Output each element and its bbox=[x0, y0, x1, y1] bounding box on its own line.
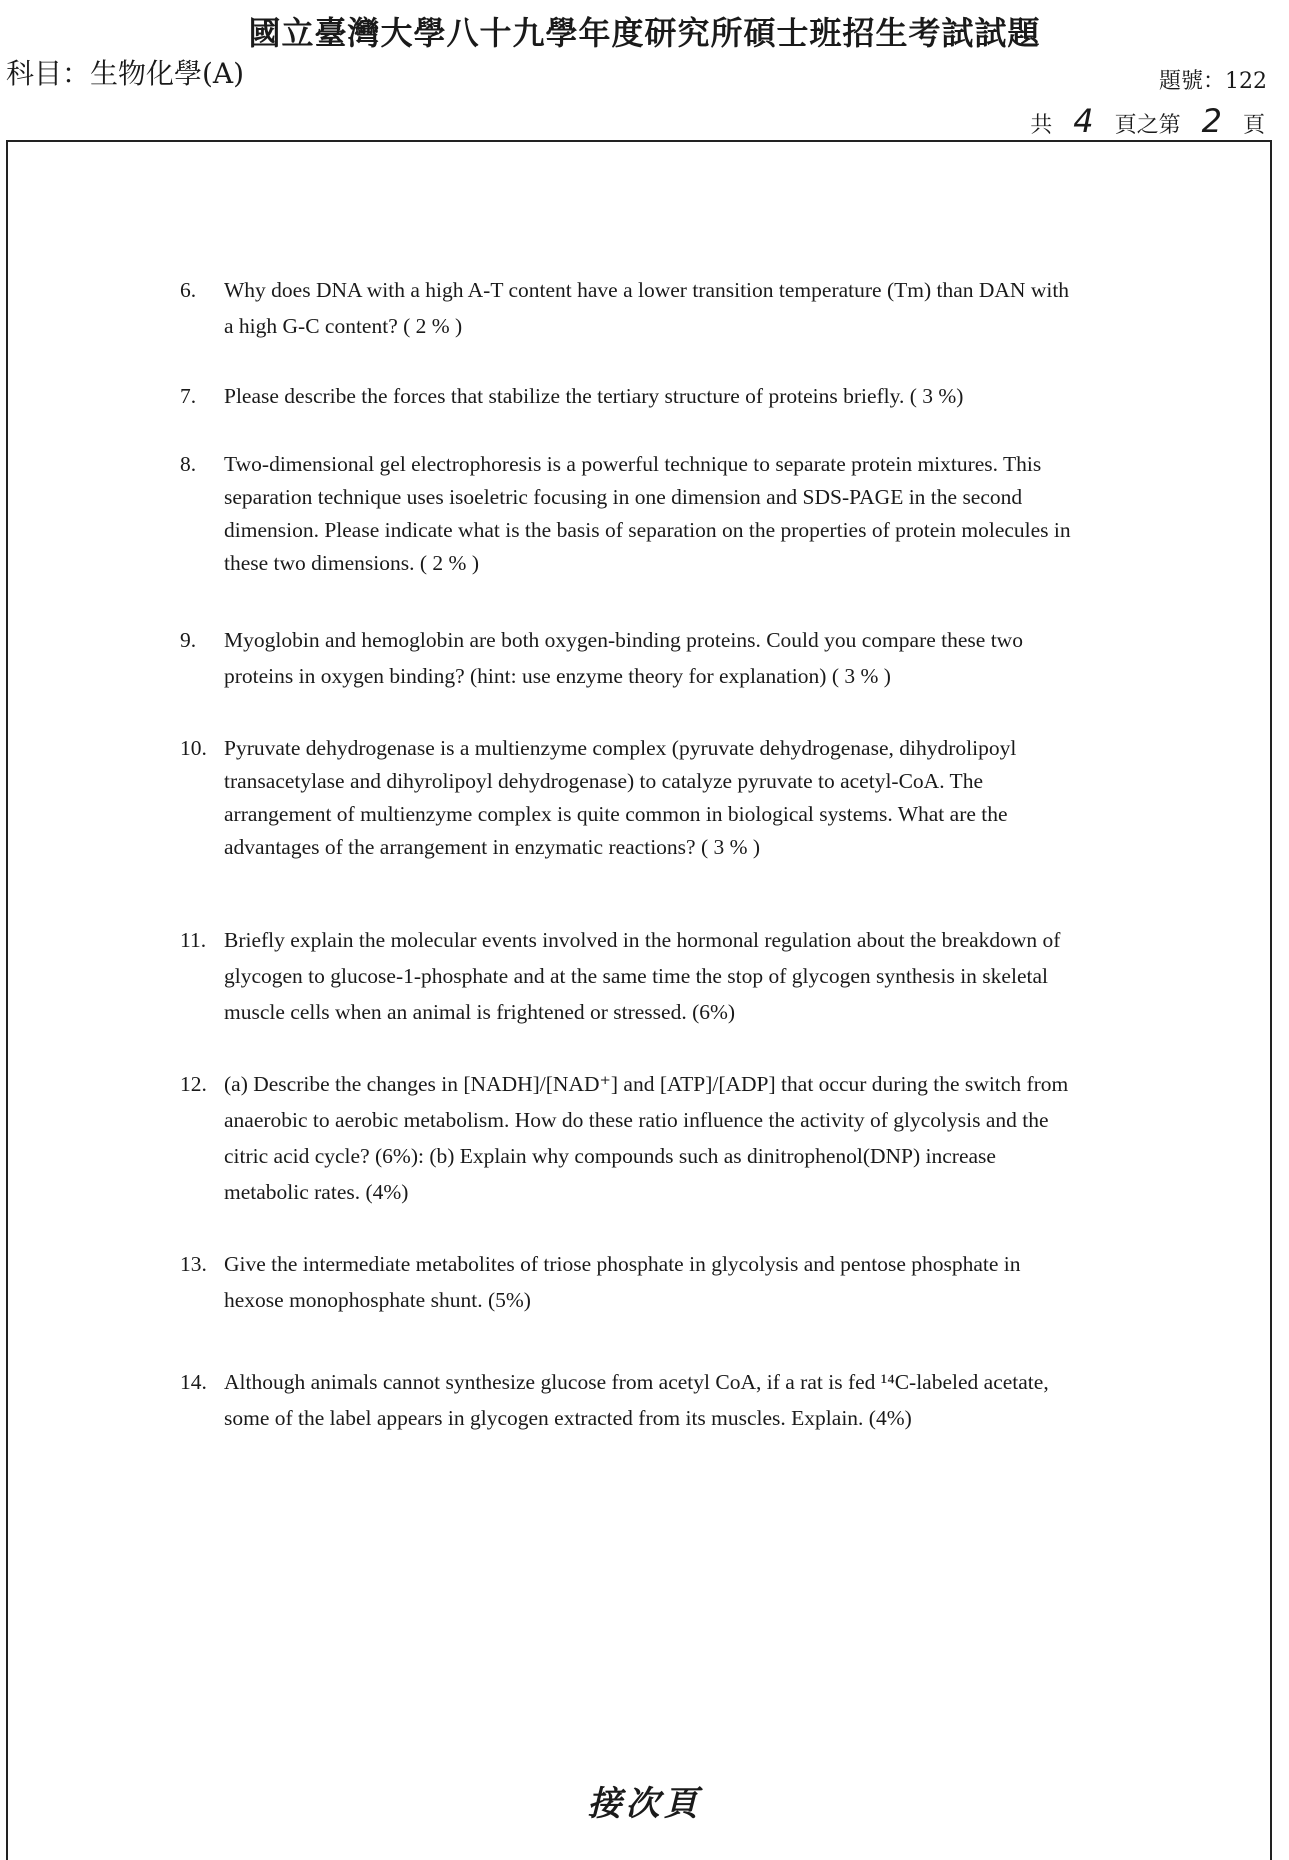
question-item bbox=[180, 272, 1080, 344]
question-item bbox=[180, 448, 1080, 580]
question-list bbox=[180, 272, 1080, 1436]
question-number: 12. bbox=[180, 1072, 207, 1096]
page-suffix: 頁 bbox=[1242, 113, 1265, 138]
page-middle: 頁之第 bbox=[1114, 113, 1181, 138]
question-item bbox=[180, 732, 1080, 864]
question-text: Myoglobin and hemoglobin are both oxygen-binding proteins. Could you compare these two proteins in oxygen binding? (hint: use enzyme theory for explanation) ( 3 % ) bbox=[224, 628, 1023, 688]
page-total: 4 bbox=[1073, 102, 1094, 140]
question-item bbox=[180, 1066, 1080, 1210]
question-item bbox=[180, 378, 1080, 414]
question-item bbox=[180, 1246, 1080, 1318]
question-text: Pyruvate dehydrogenase is a multienzyme complex (pyruvate dehydrogenase, dihydrolipoyl transacetylase and dihyrolipoyl dehydrogenase) to catalyze pyruvate to acetyl-CoA. The arrangement of multienzyme complex is quite common in biological systems. What are the advantages of the arrangement in enzymatic reactions? ( 3 % ) bbox=[224, 736, 1017, 859]
question-text: Two-dimensional gel electrophoresis is a powerful technique to separate protein mixtures. This separation technique uses isoeletric focusing in one dimension and SDS-PAGE in the second dimension. Please indicate what is the basis of separation on the properties of protein molecules in these two dimensions. ( 2 % ) bbox=[224, 452, 1071, 575]
next-page-note: 接次頁 bbox=[587, 1784, 702, 1824]
question-number: 14. bbox=[180, 1370, 207, 1394]
page-current: 2 bbox=[1201, 102, 1222, 140]
question-text: Why does DNA with a high A-T content have a lower transition temperature (Tm) than DAN with a high G-C content? ( 2 % ) bbox=[224, 278, 1070, 338]
question-number: 13. bbox=[180, 1252, 207, 1276]
question-number: 11. bbox=[180, 928, 207, 952]
subject-label: 科目：生物化學(A) bbox=[6, 57, 245, 90]
question-text: (a) Describe the changes in [NADH]/[NAD⁺] and [ATP]/[ADP] that occur during the switch from anaerobic to aerobic metabolism. How do these ratio influence the activity of glycolysis and the citric acid cycle? (6%): (b) Explain why compounds such as dinitrophenol(DNP) increase metabolic rates. (4%) bbox=[224, 1072, 1069, 1204]
question-number: 10. bbox=[180, 736, 207, 760]
question-number: 6. bbox=[180, 278, 197, 302]
page-prefix: 共 bbox=[1030, 113, 1053, 138]
question-text: Although animals cannot synthesize glucose from acetyl CoA, if a rat is fed ¹⁴C-labeled acetate, some of the label appears in glycogen extracted from its muscles. Explain. (4%) bbox=[224, 1370, 1049, 1430]
question-number: 9. bbox=[180, 628, 197, 652]
question-text: Give the intermediate metabolites of triose phosphate in glycolysis and pentose phosphate in hexose monophosphate shunt. (5%) bbox=[224, 1252, 1021, 1312]
exam-title: 國立臺灣大學八十九學年度研究所碩士班招生考試試題 bbox=[248, 14, 1041, 52]
question-text: Please describe the forces that stabilize the tertiary structure of proteins briefly. ( 3 %) bbox=[224, 384, 964, 408]
question-number: 7. bbox=[180, 384, 197, 408]
question-text: Briefly explain the molecular events involved in the hormonal regulation about the breakdown of glycogen to glucose-1-phosphate and at the same time the stop of glycogen synthesis in skeletal muscle cells when an animal is frightened or stressed. (6%) bbox=[224, 928, 1061, 1024]
question-number: 8. bbox=[180, 452, 197, 476]
page-count bbox=[1030, 102, 1265, 140]
question-code: 題號：122 bbox=[1159, 69, 1267, 94]
question-item bbox=[180, 922, 1080, 1030]
question-item bbox=[180, 622, 1080, 694]
question-item bbox=[180, 1364, 1080, 1436]
